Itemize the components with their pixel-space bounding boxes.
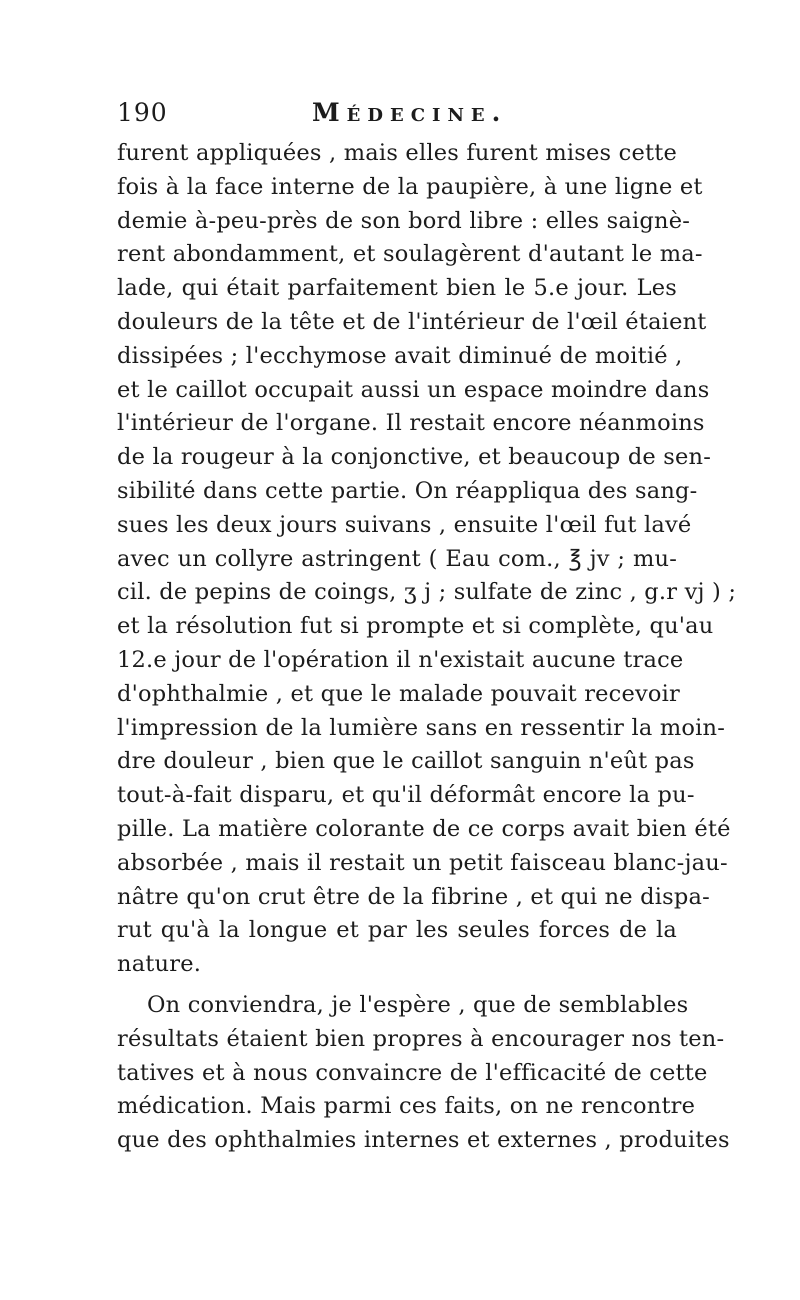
- text-line: nature.: [117, 951, 202, 978]
- text-line: avec un collyre astringent ( Eau com., ℥ jv ; mu-: [117, 545, 677, 572]
- text-line: demie à-peu-près de son bord libre : elles saignè-: [117, 207, 691, 234]
- text-line: douleurs de la tête et de l'intérieur de l'œil étaient: [117, 308, 707, 335]
- paragraph: [117, 137, 737, 982]
- text-line: et le caillot occupait aussi un espace moindre dans: [117, 376, 710, 403]
- paragraph-gap: [117, 982, 677, 989]
- text-line: pille. La matière colorante de ce corps avait bien été: [117, 815, 731, 842]
- text-line: que des ophthalmies internes et externes , produites: [117, 1127, 730, 1154]
- text-line: lade, qui était parfaitement bien le 5.e jour. Les: [117, 275, 677, 302]
- text-line: fois à la face interne de la paupière, à une ligne et: [117, 173, 703, 200]
- text-line: tout-à-fait disparu, et qu'il déformât encore la pu-: [117, 782, 695, 809]
- text-line: cil. de pepins de coings, ʒ j ; sulfate de zinc , g.r vj ) ;: [117, 579, 737, 606]
- text-line: dre douleur , bien que le caillot sanguin n'eût pas: [117, 748, 695, 775]
- text-line: médication. Mais parmi ces faits, on ne rencontre: [117, 1093, 696, 1120]
- text-line: sues les deux jours suivans , ensuite l'œil fut lavé: [117, 511, 692, 538]
- text-line: de la rougeur à la conjonctive, et beaucoup de sen-: [117, 444, 712, 471]
- text-line: furent appliquées , mais elles furent mises cette: [117, 140, 677, 166]
- text-line: d'ophthalmie , et que le malade pouvait recevoir: [117, 680, 680, 707]
- running-title: Médecine.: [312, 98, 508, 127]
- paragraph: [117, 989, 730, 1158]
- text-line: 12.e jour de l'opération il n'existait aucune trace: [117, 646, 684, 673]
- text-line: rut qu'à la longue et par les seules forces de la: [117, 917, 677, 944]
- text-line: tatives et à nous convaincre de l'efficacité de cette: [117, 1059, 708, 1086]
- text-line: nâtre qu'on crut être de la fibrine , et qui ne dispa-: [117, 883, 710, 910]
- running-head: [117, 93, 677, 133]
- text-line: rent abondamment, et soulagèrent d'autant le ma-: [117, 241, 703, 268]
- text-line: résultats étaient bien propres à encourager nos ten-: [117, 1025, 725, 1052]
- text-line: dissipées ; l'ecchymose avait diminué de moitié ,: [117, 342, 683, 369]
- page-number: 190: [117, 98, 168, 127]
- text-line: l'intérieur de l'organe. Il restait encore néanmoins: [117, 410, 705, 437]
- text-line: On conviendra, je l'espère , que de semblables: [147, 991, 689, 1018]
- text-line: l'impression de la lumière sans en ressentir la moin-: [117, 714, 726, 741]
- text-line: absorbée , mais il restait un petit faisceau blanc-jau-: [117, 849, 728, 876]
- text-line: et la résolution fut si prompte et si complète, qu'au: [117, 613, 714, 640]
- body-text: [117, 137, 737, 1158]
- text-line: sibilité dans cette partie. On réappliqua des sang-: [117, 477, 698, 504]
